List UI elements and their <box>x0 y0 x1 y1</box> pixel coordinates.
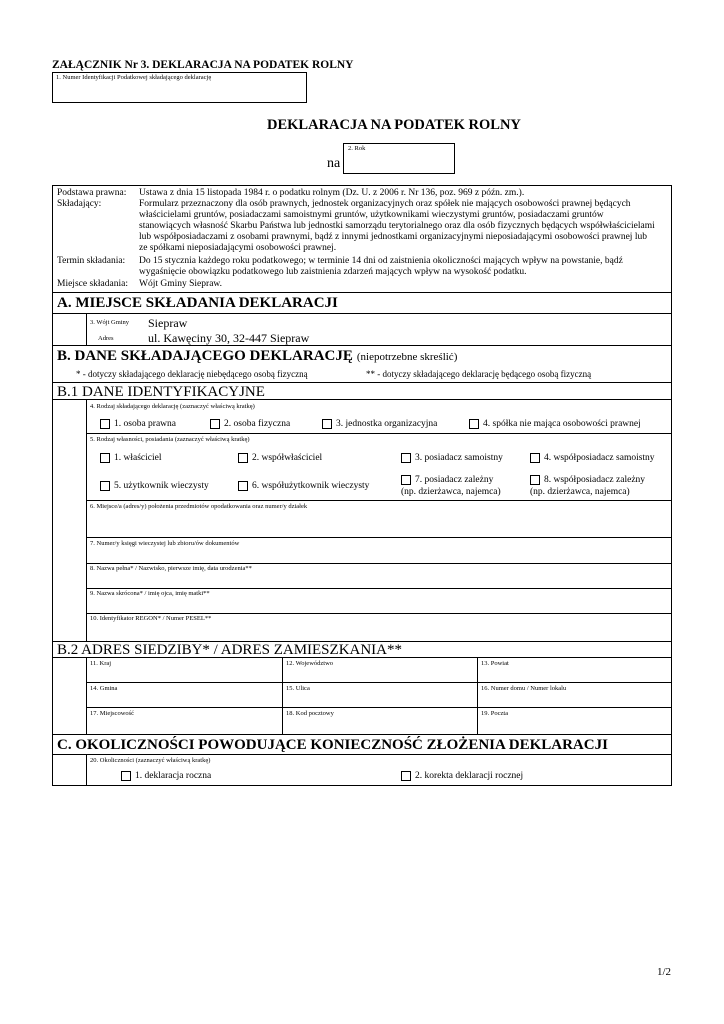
main-title: DEKLARACJA NA PODATEK ROLNY <box>267 117 521 133</box>
f8-input[interactable] <box>87 574 671 587</box>
f4-option-legal-person[interactable]: 1. osoba prawna <box>100 418 176 430</box>
deadline-label: Termin składania: <box>57 256 126 266</box>
basis-label: Podstawa prawna: <box>57 188 127 198</box>
checkbox[interactable] <box>238 481 248 491</box>
b1-title: B.1 DANE IDENTYFIKACYJNE <box>57 384 265 400</box>
f4-option-org-unit[interactable]: 3. jednostka organizacyjna <box>322 418 437 430</box>
f5-option-independent-holder[interactable]: 3. posiadacz samoistny <box>401 452 503 464</box>
f4-label: 4. Rodzaj składającego deklarację (zaznaczyć właściwą kratkę) <box>90 403 255 410</box>
f5-option-independent-co-holder[interactable]: 4. współposiadacz samoistny <box>530 452 655 464</box>
f5-label: 5. Rodzaj własności, posiadania (zaznaczyć właściwą kratkę) <box>90 436 250 443</box>
f10-label: 10. Identyfikator REGON* / Numer PESEL** <box>90 615 212 622</box>
note-star: * - dotyczy składającego deklarację niebędącego osobą fizyczną <box>76 369 308 379</box>
district-field[interactable]: 13. Powiat <box>481 660 509 667</box>
basis-text: Ustawa z dnia 15 listopada 1984 r. o podatku rolnym (Dz. U. z 2006 r. Nr 136, poz. 969 z późn. zm.). <box>139 188 525 198</box>
submitter-line: właścicielami gruntów, posiadaczami samoistnymi gruntów, użytkownikami wieczystymi gruntów, posiadaczami gruntów <box>139 210 604 220</box>
note-double-star: ** - dotyczy składającego deklarację będącego osobą fizyczną <box>366 369 592 379</box>
f5-option-perpetual-user[interactable]: 5. użytkownik wieczysty <box>100 480 209 492</box>
c-option-annual[interactable]: 1. deklaracja roczna <box>121 770 211 782</box>
submitter-line: Formularz przeznaczony dla osób prawnych, jednostek organizacyjnych oraz spółek nie mających osobowości prawnej będących <box>139 199 631 209</box>
checkbox[interactable] <box>100 453 110 463</box>
address-value: ul. Kawęciny 30, 32-447 Siepraw <box>148 331 310 345</box>
street-field[interactable]: 15. Ulica <box>286 685 310 692</box>
checkbox[interactable] <box>530 475 540 485</box>
f7-label: 7. Numer/y księgi wieczystej lub zbioru/ów dokumentów <box>90 540 240 547</box>
year-label: 2. Rok <box>348 145 366 152</box>
f9-label: 9. Nazwa skrócona* / imię ojca, imię matki** <box>90 590 210 597</box>
f5-option-perpetual-co-user[interactable]: 6. współużytkownik wieczysty <box>238 480 369 492</box>
checkbox[interactable] <box>401 771 411 781</box>
f10-input[interactable] <box>87 624 671 640</box>
submitter-line: ze spółkami nieposiadającymi osobowości prawnej. <box>139 243 337 253</box>
country-field[interactable]: 11. Kraj <box>90 660 112 667</box>
f5-option-dependent-holder[interactable]: 7. posiadacz zależny (np. dzierżawca, najemca) <box>401 475 501 497</box>
section-b-title: B. DANE SKŁADAJĄCEGO DEKLARACJĘ <box>57 348 353 364</box>
c-option-correction[interactable]: 2. korekta deklaracji rocznej <box>401 770 523 782</box>
section-b-heading <box>57 347 457 365</box>
checkbox[interactable] <box>210 419 220 429</box>
f5-option-co-owner[interactable]: 2. współwłaściciel <box>238 452 322 464</box>
year-field[interactable] <box>343 143 455 174</box>
f9-input[interactable] <box>87 599 671 612</box>
f6-label: 6. Miejsce/a (adres/y) położenia przedmiotów opodatkowania oraz numer/y działek <box>90 503 308 510</box>
section-a-title: A. MIEJSCE SKŁADANIA DEKLARACJI <box>57 295 338 311</box>
f4-option-natural-person[interactable]: 2. osoba fizyczna <box>210 418 290 430</box>
wojt-value: Siepraw <box>148 316 188 330</box>
b2-title: B.2 ADRES SIEDZIBY* / ADRES ZAMIESZKANIA** <box>57 642 403 658</box>
house-number-field[interactable]: 16. Numer domu / Numer lokalu <box>481 685 567 692</box>
f5-option-owner[interactable]: 1. właściciel <box>100 452 161 464</box>
place-text: Wójt Gminy Siepraw. <box>139 279 223 289</box>
wojt-label: 3. Wójt Gminy <box>90 319 130 326</box>
section-c-title: C. OKOLICZNOŚCI POWODUJĄCE KONIECZNOŚĆ ZŁOŻENIA DEKLARACJI <box>57 737 608 753</box>
page-number: 1/2 <box>657 966 672 978</box>
f6-input[interactable] <box>87 512 671 536</box>
checkbox[interactable] <box>238 453 248 463</box>
submitter-line: stanowiących własność Skarbu Państwa lub jednostki samorządu terytorialnego oraz dla osób fizycznych będących współwłaścicielami <box>139 221 655 231</box>
checkbox[interactable] <box>401 475 411 485</box>
checkbox[interactable] <box>469 419 479 429</box>
checkbox[interactable] <box>530 453 540 463</box>
submitter-line: lub współposiadaczami z osobami prawnymi, bądź z innymi jednostkami organizacyjnymi nieposiadającymi osobowości prawnej lub <box>139 232 647 242</box>
f8-label: 8. Nazwa pełna* / Nazwisko, pierwsze imię, data urodzenia** <box>90 565 252 572</box>
checkbox[interactable] <box>401 453 411 463</box>
year-prefix: na <box>327 156 341 171</box>
checkbox[interactable] <box>100 419 110 429</box>
deadline-line: Do 15 stycznia każdego roku podatkowego; w terminie 14 dni od zaistnienia okoliczności mających wpływ na powstanie, bądź <box>139 256 623 266</box>
f20-label: 20. Okoliczności (zaznaczyć właściwą kratkę) <box>90 757 211 764</box>
post-office-field[interactable]: 19. Poczta <box>481 710 509 717</box>
place-label: Miejsce składania: <box>57 279 128 289</box>
attachment-title: ZAŁĄCZNIK Nr 3. DEKLARACJA NA PODATEK ROLNY <box>52 59 354 71</box>
voivodeship-field[interactable]: 12. Województwo <box>286 660 334 667</box>
city-field[interactable]: 17. Miejscowość <box>90 710 135 717</box>
section-b-note: (niepotrzebne skreślić) <box>356 351 458 363</box>
f7-input[interactable] <box>87 549 671 562</box>
f5-option-dependent-co-holder[interactable]: 8. współposiadacz zależny (np. dzierżawca, najemca) <box>530 475 646 497</box>
checkbox[interactable] <box>322 419 332 429</box>
checkbox[interactable] <box>121 771 131 781</box>
postal-code-field[interactable]: 18. Kod pocztowy <box>286 710 334 717</box>
address-label: Adres <box>98 335 114 342</box>
checkbox[interactable] <box>100 481 110 491</box>
f4-option-company[interactable]: 4. spółka nie mająca osobowości prawnej <box>469 418 641 430</box>
nip-field[interactable] <box>52 72 307 103</box>
nip-label: 1. Numer Identyfikacji Podatkowej składającego deklarację <box>56 74 212 81</box>
commune-field[interactable]: 14. Gmina <box>90 685 118 692</box>
deadline-line: wygaśnięcie obowiązku podatkowego lub zaistnienia zdarzeń mających wpływ na wysokość podatku. <box>139 267 527 277</box>
submitter-label: Składający: <box>57 199 102 209</box>
